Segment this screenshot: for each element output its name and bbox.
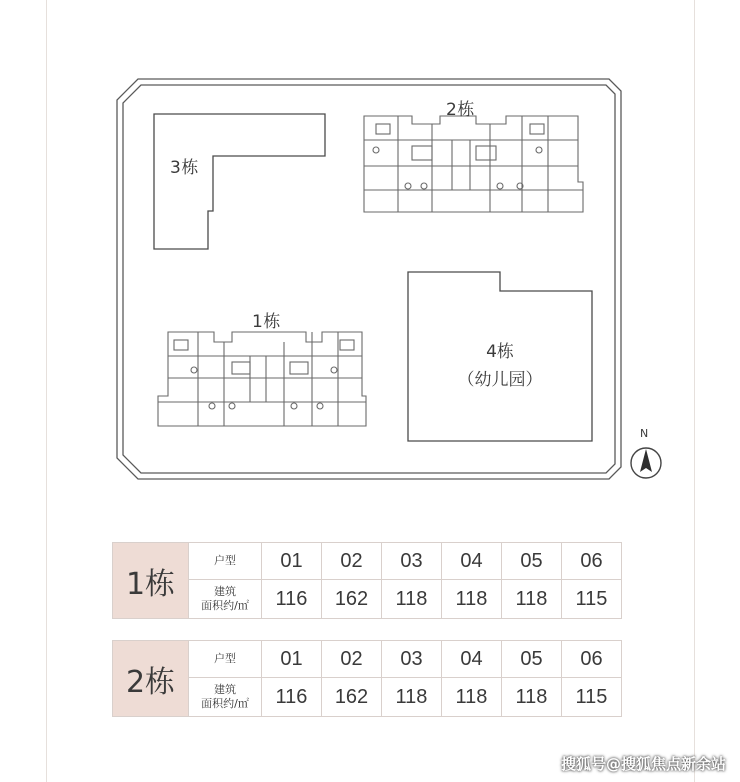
row-header-area	[189, 580, 262, 619]
row-header-area-line2: 面积约/㎡	[201, 697, 249, 710]
unit-number-cell: 01	[262, 641, 322, 678]
north-arrow-icon	[631, 448, 661, 478]
area-cell: 115	[562, 678, 622, 717]
table-row-unit-type	[113, 641, 622, 678]
table-row-area	[113, 678, 622, 717]
area-cell: 115	[562, 580, 622, 619]
row-header-unit-type: 户型	[189, 641, 262, 678]
unit-number-cell: 06	[562, 641, 622, 678]
unit-number-cell: 04	[442, 641, 502, 678]
building-2-label: 2栋	[446, 100, 475, 120]
area-cell: 116	[262, 678, 322, 717]
building-2-floorplan	[364, 116, 583, 212]
unit-number-cell: 05	[502, 543, 562, 580]
unit-number-cell: 03	[382, 641, 442, 678]
area-cell: 118	[502, 580, 562, 619]
building-1-floorplan	[158, 332, 366, 426]
row-header-area-line1: 建筑	[214, 683, 236, 696]
area-cell: 118	[382, 580, 442, 619]
building-3-label: 3栋	[170, 158, 199, 178]
row-header-area-line1: 建筑	[214, 585, 236, 598]
north-label: N	[640, 427, 649, 440]
row-header-unit-type: 户型	[189, 543, 262, 580]
site-boundary-inner	[123, 85, 615, 473]
unit-number-cell: 04	[442, 543, 502, 580]
area-cell: 118	[442, 678, 502, 717]
unit-number-cell: 01	[262, 543, 322, 580]
site-boundary-outer	[117, 79, 621, 479]
building-4-name: 4栋	[486, 342, 514, 362]
area-cell: 118	[382, 678, 442, 717]
building-3-footprint	[154, 114, 325, 249]
building-4-subtitle: （幼儿园）	[457, 370, 543, 390]
area-cell: 116	[262, 580, 322, 619]
watermark: 搜狐号@搜狐焦点新余站	[560, 755, 726, 773]
building-4-label	[440, 338, 560, 394]
row-header-area-line2: 面积约/㎡	[201, 599, 249, 612]
unit-table-building-1	[112, 542, 622, 619]
unit-table-building-2	[112, 640, 622, 717]
area-cell: 162	[322, 678, 382, 717]
building-1-label: 1栋	[252, 312, 281, 332]
unit-number-cell: 03	[382, 543, 442, 580]
row-header-area	[189, 678, 262, 717]
building-cell: 1栋	[113, 543, 189, 619]
unit-number-cell: 05	[502, 641, 562, 678]
building-cell: 2栋	[113, 641, 189, 717]
unit-number-cell: 02	[322, 543, 382, 580]
unit-number-cell: 02	[322, 641, 382, 678]
area-cell: 118	[502, 678, 562, 717]
area-cell: 162	[322, 580, 382, 619]
table-row-area	[113, 580, 622, 619]
table-row-unit-type	[113, 543, 622, 580]
unit-number-cell: 06	[562, 543, 622, 580]
area-cell: 118	[442, 580, 502, 619]
